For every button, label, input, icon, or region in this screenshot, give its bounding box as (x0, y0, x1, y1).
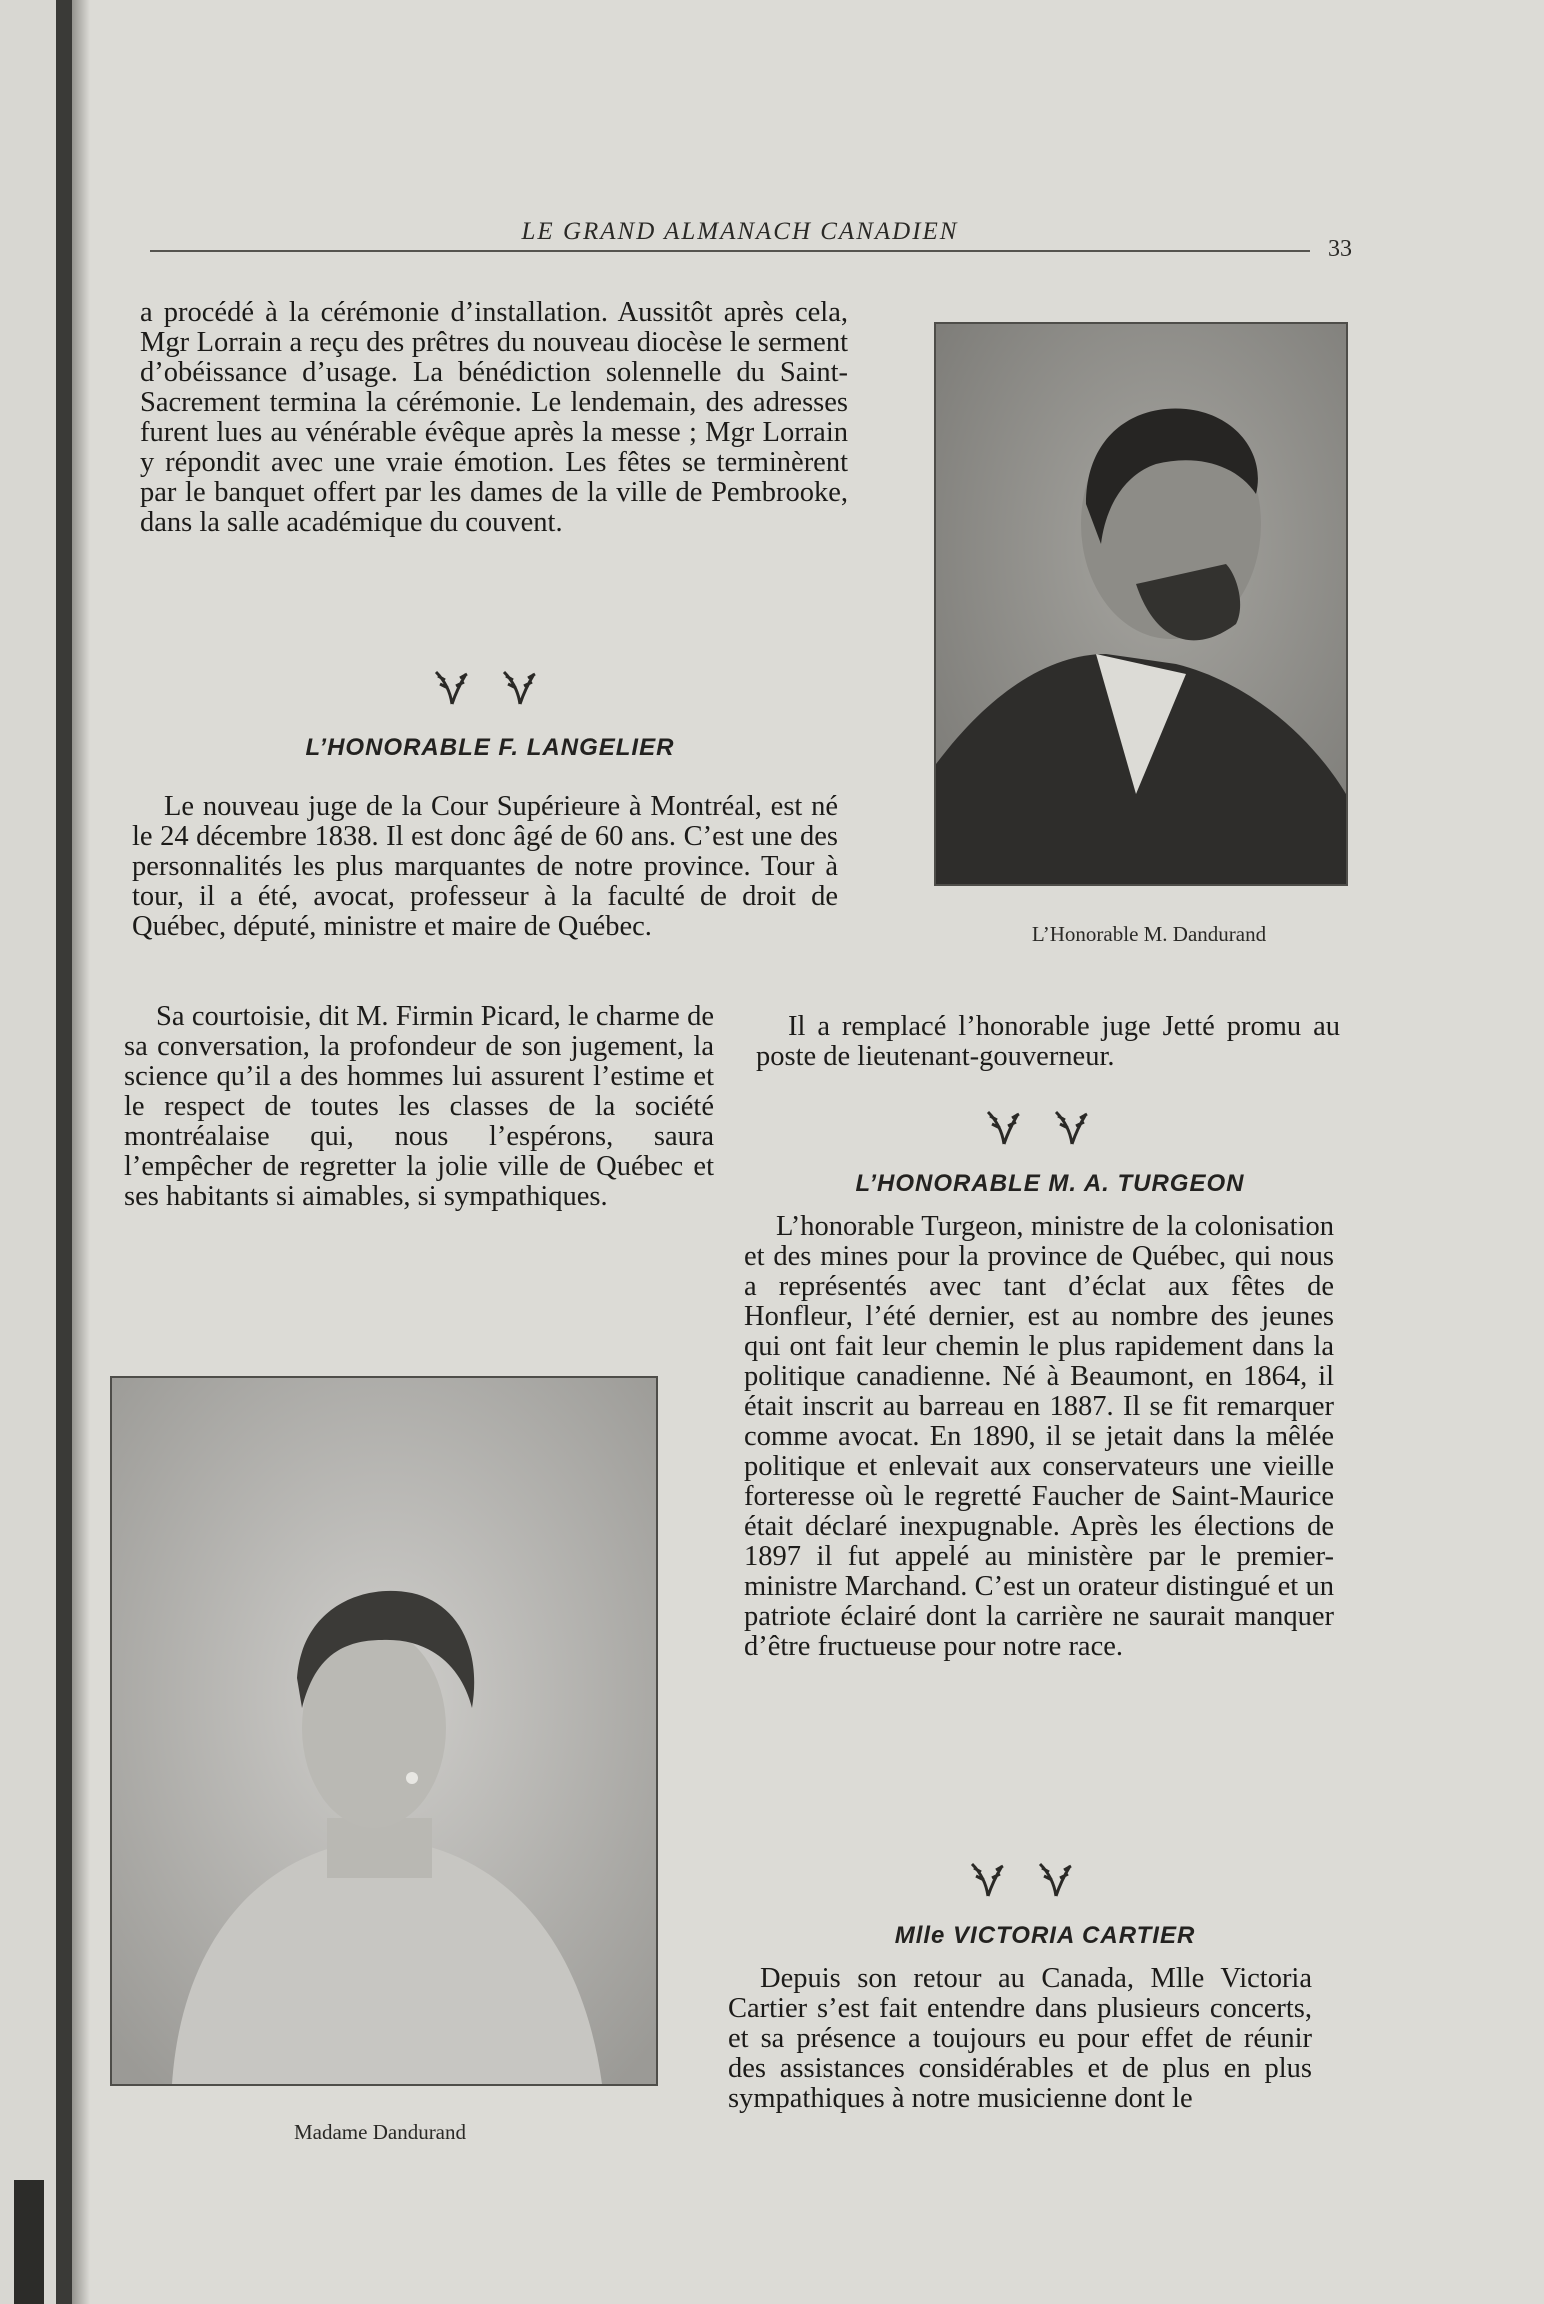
spine-shadow (72, 0, 90, 2304)
leaf-icon (982, 1104, 1026, 1148)
leaf-icon (430, 664, 474, 708)
leaf-ornament (956, 1856, 1088, 1900)
leaf-icon (1050, 1104, 1094, 1148)
scan-edge (14, 2180, 44, 2304)
leaf-ornament (420, 664, 552, 708)
book-spine (56, 0, 72, 2304)
paragraph-langelier: Le nouveau juge de la Cour Supérieure à Montréal, est né le 24 décembre 1838. Il est donc âgé de 60 ans. C’est une des personnalités les plus marquantes de notre province. Tour à tour, il a été, avocat, professeur à la faculté de droit de Québec, député, ministre et maire de Québec. (132, 791, 838, 942)
paragraph-courtoisie: Sa courtoisie, dit M. Firmin Picard, le charme de sa conversation, la profondeur de son jugement, la science qu’il a des hommes lui assurent l’estime et le respect de toutes les classes de la société montréalaise qui, nous l’espérons, saura l’empêcher de regretter la jolie ville de Québec et ses habitants si aimables, si sympathiques. (124, 1001, 714, 1212)
paragraph-turgeon: L’honorable Turgeon, ministre de la colonisation et des mines pour la province de Québec, qui nous a représentés avec tant d’éclat aux fêtes de Honfleur, l’été dernier, est au nombre des jeunes qui ont fait leur chemin le plus rapidement dans la politique canadienne. Né à Beaumont, en 1864, il était inscrit au barreau en 1887. Il se fit remarquer comme avocat. En 1890, il se jetait dans la mêlée politique et enlevait aux conservateurs une vieille forteresse où le regretté Faucher de Saint-Maurice était déclaré inexpugnable. Après les élections de 1897 il fut appelé au ministère par le premier-ministre Marchand. C’est un orateur distingué et un patriote éclairé dont la carrière ne saurait manquer d’être fructueuse pour notre race. (744, 1211, 1334, 1662)
heading-victoria-cartier: Mlle VICTORIA CARTIER (894, 1922, 1196, 1949)
paragraph-installation: a procédé à la cérémonie d’installation. Aussitôt après cela, Mgr Lorrain a reçu des prêtres du nouveau diocèse le serment d’obéissance d’usage. La bénédiction solennelle du Saint-Sacrement termina la cérémonie. Le lendemain, des adresses furent lues au vénérable évêque après la messe ; Mgr Lorrain y répondit avec une vraie émotion. Les fêtes se terminèrent par le banquet offert par les dames de la ville de Pembrooke, dans la salle académique du couvent. (140, 297, 848, 538)
portrait-image (112, 1378, 656, 2084)
leaf-ornament (972, 1104, 1104, 1148)
portrait-image (936, 324, 1346, 884)
heading-turgeon: L’HONORABLE M. A. TURGEON (855, 1170, 1245, 1197)
page-number: 33 (1328, 236, 1352, 262)
leaf-icon (1034, 1856, 1078, 1900)
leaf-icon (498, 664, 542, 708)
caption-m-dandurand: L’Honorable M. Dandurand (1031, 922, 1267, 946)
leaf-icon (966, 1856, 1010, 1900)
portrait-m-dandurand (934, 322, 1348, 886)
header-rule (150, 250, 1310, 252)
paragraph-victoria-cartier: Depuis son retour au Canada, Mlle Victoria Cartier s’est fait entendre dans plusieurs concerts, et sa présence a toujours eu pour effet de réunir des assistances considérables et de plus en plus sympathiques à notre musicienne dont le (728, 1963, 1312, 2114)
portrait-madame-dandurand (110, 1376, 658, 2086)
paragraph-remplace: Il a remplacé l’honorable juge Jetté promu au poste de lieutenant-gouverneur. (756, 1011, 1340, 1072)
scan-left-margin (0, 0, 56, 2304)
running-head (150, 214, 1350, 260)
running-title: LE GRAND ALMANACH CANADIEN (521, 218, 959, 245)
heading-langelier: L’HONORABLE F. LANGELIER (305, 734, 675, 761)
caption-madame-dandurand: Madame Dandurand (293, 2120, 467, 2144)
